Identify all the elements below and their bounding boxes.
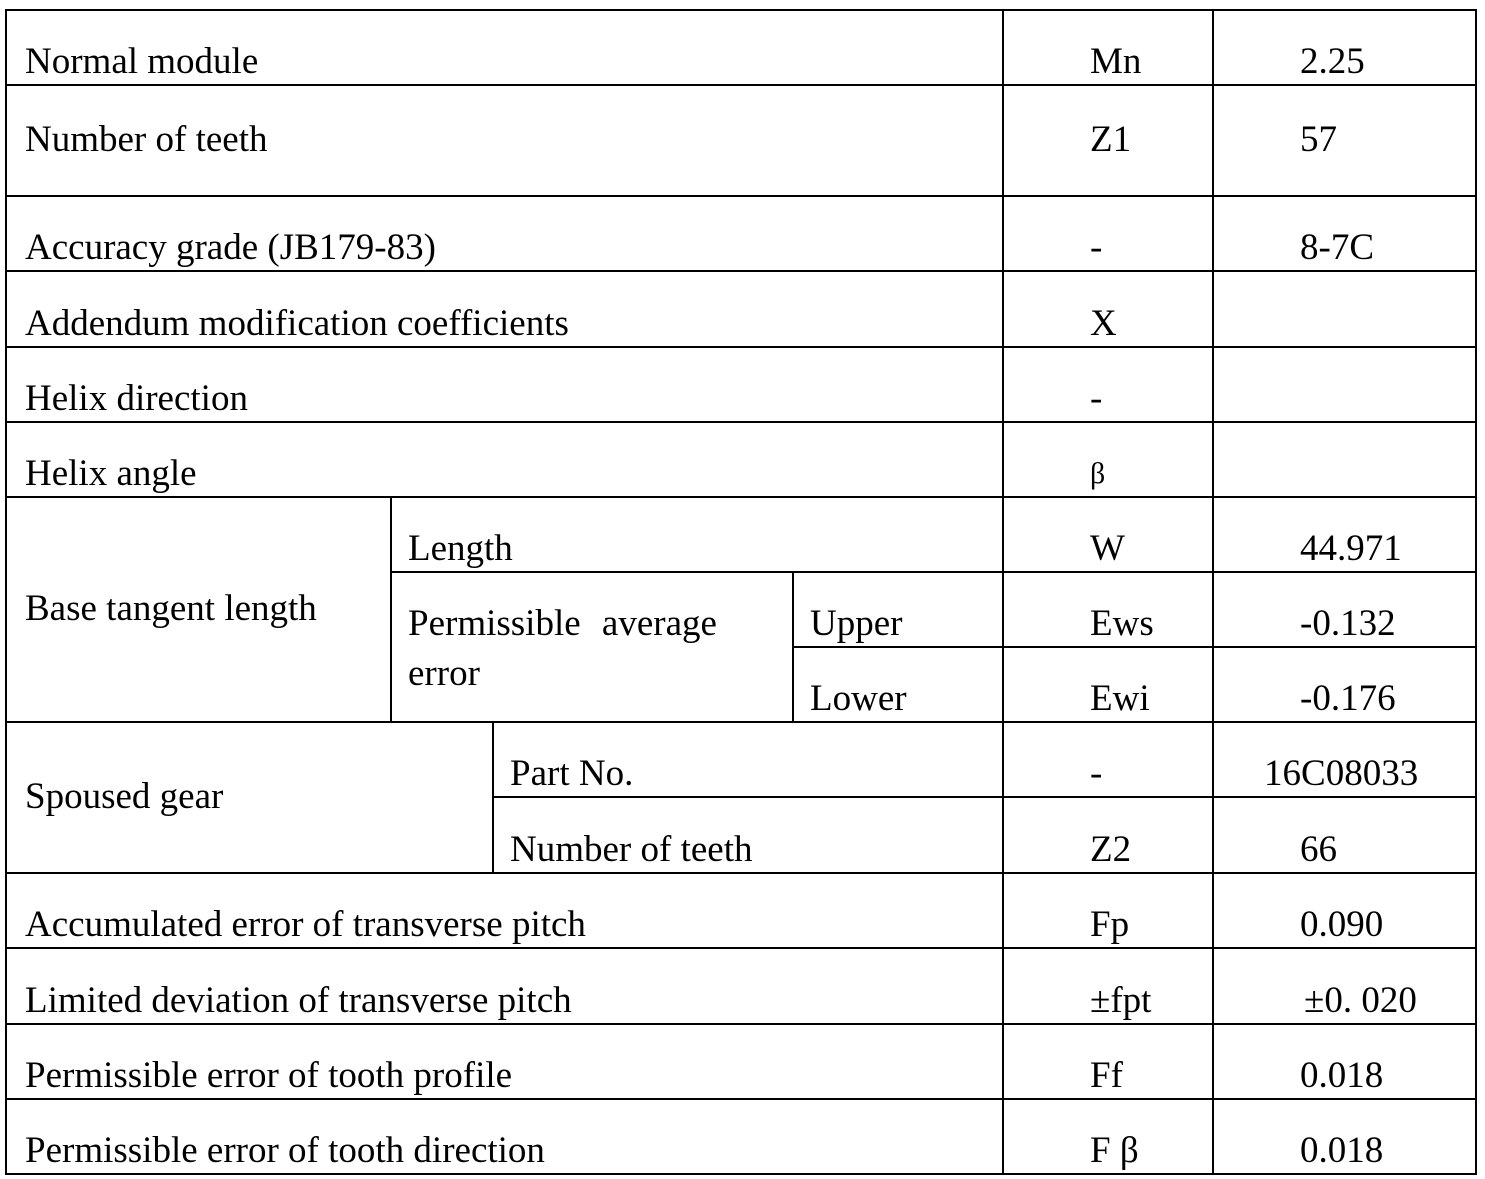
symbol-f-beta: F β	[1003, 1099, 1213, 1174]
row-limited-deviation	[6, 948, 1476, 1024]
value-tooth-direction-error: 0.018	[1213, 1099, 1476, 1174]
label-accuracy-grade: Accuracy grade (JB179-83)	[6, 196, 1003, 271]
symbol-ews: Ews	[1003, 572, 1213, 647]
value-helix-angle	[1213, 422, 1476, 497]
row-helix-angle	[6, 422, 1476, 497]
value-accuracy-grade: 8-7C	[1213, 196, 1476, 271]
value-tooth-profile-error: 0.018	[1213, 1024, 1476, 1099]
symbol-accuracy-grade: -	[1003, 196, 1213, 271]
symbol-beta: β	[1003, 422, 1213, 497]
value-part-no: 16C08033	[1213, 722, 1476, 797]
label-tooth-direction-error: Permissible error of tooth direction	[6, 1099, 1003, 1174]
symbol-fp: Fp	[1003, 873, 1213, 948]
row-helix-direction	[6, 347, 1476, 422]
symbol-mn: Mn	[1003, 10, 1213, 85]
row-tooth-profile-error	[6, 1024, 1476, 1099]
row-tooth-direction-error	[6, 1099, 1476, 1174]
value-normal-module: 2.25	[1213, 10, 1476, 85]
row-base-tangent-length	[6, 497, 1476, 572]
label-permissible-average-error: Permissible average error	[391, 572, 793, 722]
symbol-ewi: Ewi	[1003, 647, 1213, 722]
value-helix-direction	[1213, 347, 1476, 422]
label-limited-deviation: Limited deviation of transverse pitch	[6, 948, 1003, 1024]
value-length: 44.971	[1213, 497, 1476, 572]
value-number-of-teeth: 57	[1213, 85, 1476, 196]
label-base-tangent-length: Base tangent length	[6, 497, 391, 722]
symbol-part-no: -	[1003, 722, 1213, 797]
value-upper: -0.132	[1213, 572, 1476, 647]
value-accumulated-error: 0.090	[1213, 873, 1476, 948]
label-spoused-number-of-teeth: Number of teeth	[493, 797, 1003, 873]
label-upper: Upper	[793, 572, 1003, 647]
label-tooth-profile-error: Permissible error of tooth profile	[6, 1024, 1003, 1099]
label-length: Length	[391, 497, 1003, 572]
label-addendum-modification: Addendum modification coefficients	[6, 271, 1003, 347]
symbol-z1: Z1	[1003, 85, 1213, 196]
row-accumulated-error	[6, 873, 1476, 948]
label-helix-angle: Helix angle	[6, 422, 1003, 497]
symbol-w: W	[1003, 497, 1213, 572]
symbol-z2: Z2	[1003, 797, 1213, 873]
gear-spec-table	[5, 9, 1477, 1175]
symbol-ff: Ff	[1003, 1024, 1213, 1099]
label-number-of-teeth: Number of teeth	[6, 85, 1003, 196]
value-limited-deviation: ±0. 020	[1213, 948, 1476, 1024]
value-lower: -0.176	[1213, 647, 1476, 722]
symbol-helix-direction: -	[1003, 347, 1213, 422]
label-spoused-gear: Spoused gear	[6, 722, 493, 873]
value-spoused-teeth: 66	[1213, 797, 1476, 873]
label-helix-direction: Helix direction	[6, 347, 1003, 422]
row-addendum-modification	[6, 271, 1476, 347]
label-lower: Lower	[793, 647, 1003, 722]
row-normal-module	[6, 10, 1476, 85]
row-spoused-part-no	[6, 722, 1476, 797]
value-addendum-modification	[1213, 271, 1476, 347]
label-accumulated-error: Accumulated error of transverse pitch	[6, 873, 1003, 948]
row-number-of-teeth	[6, 85, 1476, 196]
symbol-x: X	[1003, 271, 1213, 347]
row-accuracy-grade	[6, 196, 1476, 271]
symbol-fpt: ±fpt	[1003, 948, 1213, 1024]
label-part-no: Part No.	[493, 722, 1003, 797]
label-normal-module: Normal module	[6, 10, 1003, 85]
